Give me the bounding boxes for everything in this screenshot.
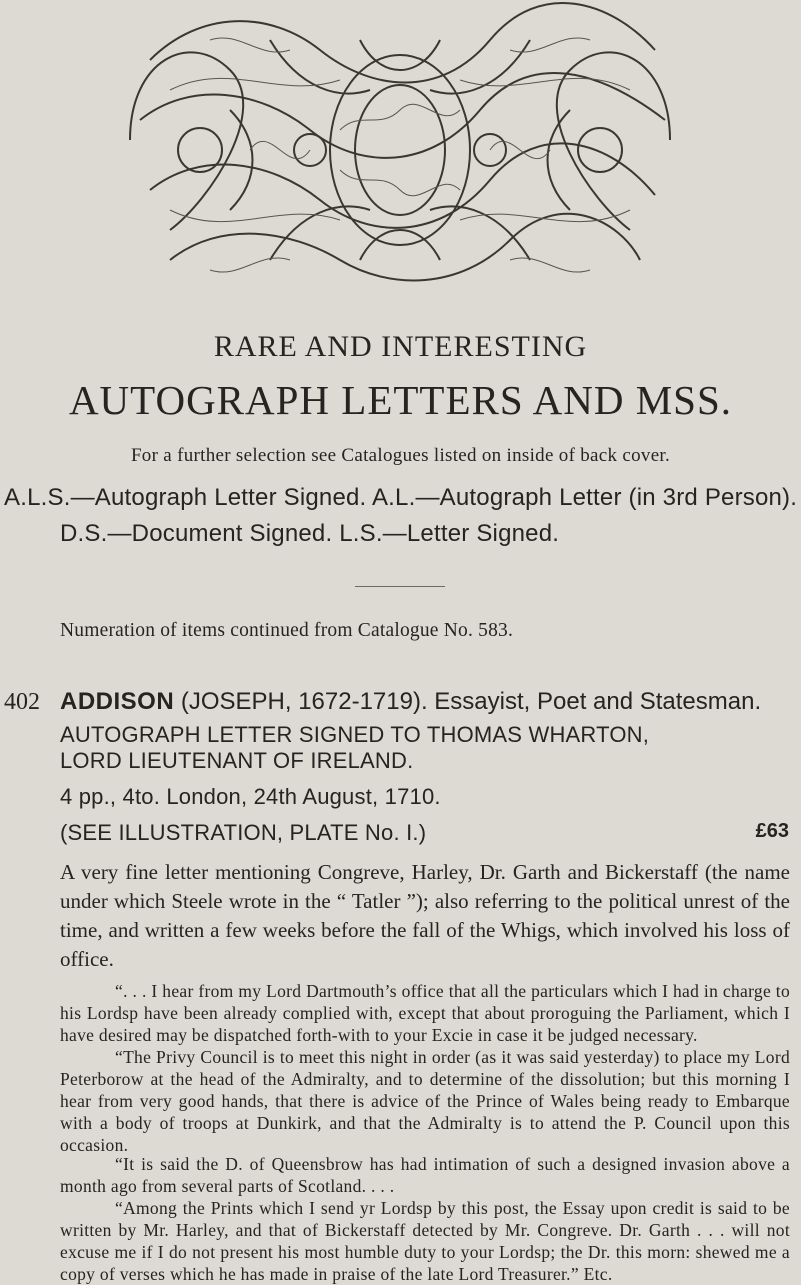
illustration-reference: (SEE ILLUSTRATION, PLATE No. I.) xyxy=(60,820,427,845)
numeration-note: Numeration of items continued from Catalogue No. 583. xyxy=(60,620,514,641)
author-dates-description: (JOSEPH, 1672-1719). Essayist, Poet and Statesman. xyxy=(180,688,762,715)
item-title-line-1: AUTOGRAPH LETTER SIGNED TO THOMAS WHARTON, xyxy=(60,722,650,747)
item-description: A very fine letter mentioning Congreve, Harley, Dr. Garth and Bickerstaff (the name under which Steele wrote in the “ Tatler ”); also referring to the political unrest of the time, and written a few weeks before the fall of the Whigs, which involved his loss of office. xyxy=(60,860,790,971)
abbreviation-key-line-1: A.L.S.—Autograph Letter Signed. A.L.—Autograph Letter (in 3rd Person). xyxy=(4,484,798,511)
decorative-header-ornament xyxy=(110,0,690,300)
entry-heading xyxy=(4,688,794,716)
item-title-line-2: LORD LIEUTENANT OF IRELAND. xyxy=(60,748,414,773)
lot-number: 402 xyxy=(4,689,40,715)
divider-rule xyxy=(355,586,445,587)
letter-quote-paragraph-2: “The Privy Council is to meet this night in order (as it was said yesterday) to place my Lord Peterborow at the head of the Admiralty, and to determine of the dissolution; but this morning I hear from very good hands, that there is advice of the Prince of Wales being ready to Embarque with a body of troops at Dunkirk, and that the Admiralty is to attend the P. Council upon this occasion. xyxy=(60,1047,790,1155)
abbreviation-key-line-2: D.S.—Document Signed. L.S.—Letter Signed. xyxy=(60,520,560,547)
letter-quote-paragraph-1: “. . . I hear from my Lord Dartmouth’s office that all the particulars which I had in charge to his Lordsp have been already complied with, except that about proroguing the Parliament, which I have desired may be dispatched forth-with to your Excie in case it be judged necessary. xyxy=(60,981,790,1045)
further-selection-note: For a further selection see Catalogues listed on inside of back cover. xyxy=(130,445,671,466)
catalogue-entry xyxy=(4,688,794,716)
author-name: ADDISON xyxy=(60,688,175,715)
letter-quote-paragraph-3: “It is said the D. of Queensbrow has had intimation of such a designed invasion above a month ago from several parts of Scotland. . . . xyxy=(60,1154,790,1196)
heading-autograph-letters: AUTOGRAPH LETTERS AND MSS. xyxy=(68,377,733,423)
letter-quote-paragraph-4: “Among the Prints which I send yr Lordsp by this post, the Essay upon credit is said to be written by Mr. Harley, and that of Bickerstaff detected by Mr. Congreve. Dr. Garth . . . will not excuse me if I do not present his most humble duty to your Lordsp; the Dr. this morn: shewed me a copy of verses which he has made in praise of the late Lord Treasurer.” Etc. xyxy=(60,1198,790,1284)
price: £63 xyxy=(755,820,789,842)
heading-rare-and-interesting: RARE AND INTERESTING xyxy=(213,330,588,363)
item-details: 4 pp., 4to. London, 24th August, 1710. xyxy=(60,784,441,809)
